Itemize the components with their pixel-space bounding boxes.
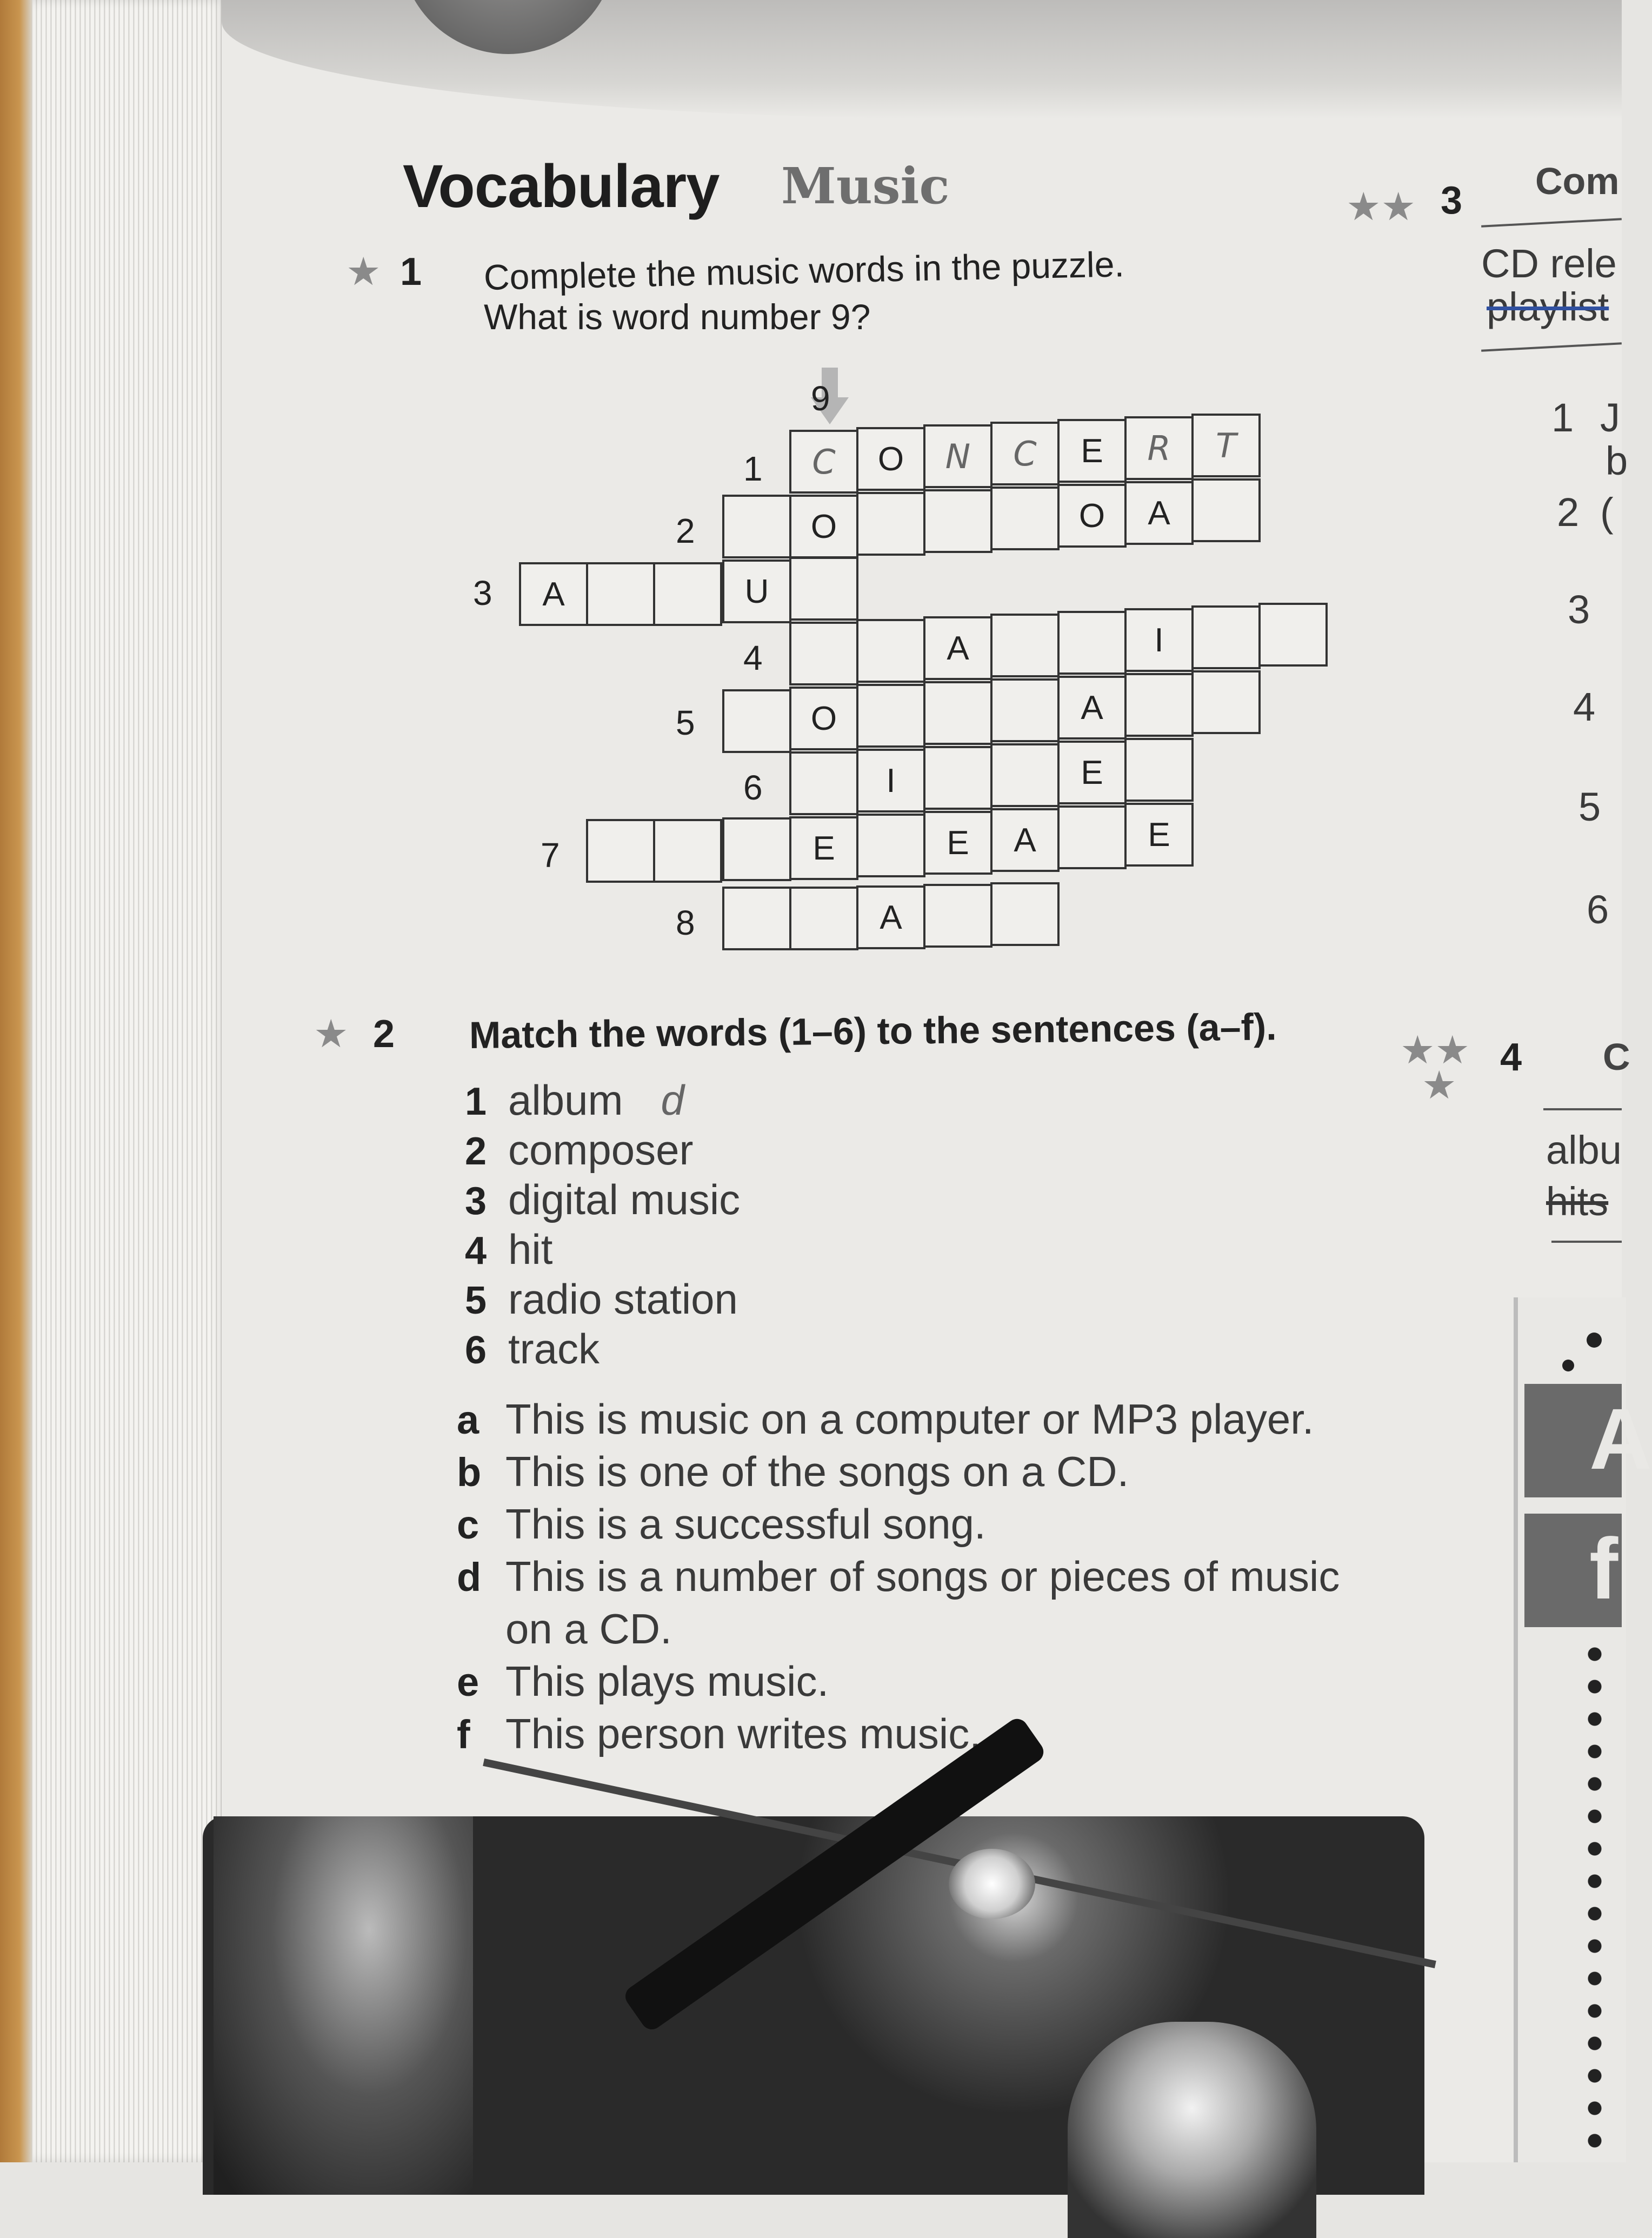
exercise-number: 1 [400,250,422,294]
page-subtitle: Music [781,157,950,215]
crossword-cell[interactable]: E [1057,741,1127,804]
crossword-cell[interactable]: O [856,427,925,491]
crossword-cell[interactable] [990,678,1060,742]
crossword-cell[interactable] [990,882,1060,946]
crossword-cell[interactable]: A [856,885,925,949]
crossword-cell[interactable]: R [1124,416,1194,480]
item-number: 6 [1587,887,1609,932]
word-box-text: hits [1546,1179,1609,1224]
crossword-cell[interactable]: C [789,430,858,494]
crossword-cell[interactable]: O [1057,484,1127,548]
item-number: 5 [1578,784,1601,829]
list-item: b This is one of the songs on a CD. [457,1448,1129,1495]
clue-number: 7 [541,836,560,875]
clue-number: 2 [676,511,695,550]
list-item: 5 radio station [465,1275,738,1323]
word-box-text: playlist [1487,284,1609,329]
sentence-list [457,1395,1340,1762]
exercise-number: 4 [1500,1036,1522,1079]
list-item-continuation: on a CD. [505,1605,672,1653]
book-spine [0,0,32,2162]
list-item: 3 digital music [465,1176,741,1223]
crossword-cell[interactable] [923,884,992,948]
crossword-cell[interactable] [1057,805,1127,869]
crossword-cell[interactable] [856,684,925,748]
crossword-cell[interactable] [1191,605,1261,669]
exercise-question: What is word number 9? [484,297,871,337]
exercise-number: 2 [373,1013,395,1056]
crossword-cell[interactable] [722,887,791,950]
crossword-cell[interactable]: I [856,749,925,812]
crossword-cell[interactable]: E [1057,419,1127,483]
crossword-cell[interactable] [586,819,655,883]
difficulty-star-icon: ★ [314,1013,349,1056]
crossword-cell[interactable] [1124,738,1194,802]
crossword-cell[interactable] [789,622,858,685]
crossword-cell[interactable] [1191,478,1261,542]
difficulty-star-icon: ★★ [1346,185,1416,229]
word-box-rule [1543,1108,1622,1110]
crossword-cell[interactable]: C [990,422,1060,485]
list-item: a This is music on a computer or MP3 player. [457,1395,1314,1443]
crossword-cell[interactable] [722,817,791,881]
list-item: f This person writes music. [457,1710,981,1757]
list-item: 1 album d [465,1076,684,1124]
item-fragment: J [1600,395,1620,440]
crossword-cell[interactable]: E [789,816,858,880]
crossword-cell[interactable] [1191,670,1261,734]
item-number: 2 [1557,490,1580,535]
crossword-cell[interactable] [789,751,858,815]
crossword-cell[interactable]: I [1124,608,1194,672]
exercise-instruction: C [1603,1036,1630,1078]
item-number: 1 [1551,395,1574,440]
side-tab: A [1524,1384,1622,1497]
exercise-instruction: Match the words (1–6) to the sentences (a–f). [469,1005,1277,1056]
list-item: 4 hit [465,1225,553,1273]
crossword-cell[interactable]: A [923,616,992,680]
crossword-cell[interactable]: N [923,424,992,488]
dotted-border [1587,1638,1603,2152]
crossword-cell[interactable]: U [722,560,791,623]
crossword-cell[interactable] [789,887,858,950]
clue-number: 3 [473,574,492,612]
crossword-cell[interactable] [653,819,722,883]
word-box-text: albu [1546,1128,1622,1173]
page-edges [32,0,227,2162]
crossword-cell[interactable]: E [923,811,992,875]
word-list [465,1076,740,1374]
crossword-cell[interactable] [722,689,791,753]
crossword-cell[interactable] [990,743,1060,807]
clue-number: 5 [676,703,695,742]
clue-number: 8 [676,903,695,942]
crossword-cell[interactable]: T [1191,414,1261,477]
handwritten-answer[interactable]: d [661,1076,684,1124]
crossword-cell[interactable] [923,681,992,745]
clue-number: 9 [811,379,830,418]
item-fragment: b [1606,438,1628,483]
difficulty-star-icon: ★ [346,250,381,294]
list-item: e This plays music. [457,1657,829,1705]
singer-figure [1068,2022,1316,2238]
crossword-cell[interactable]: E [1124,803,1194,867]
crossword-cell[interactable]: A [990,808,1060,872]
crossword-cell[interactable] [923,489,992,553]
crossword-cell[interactable] [1057,611,1127,675]
clue-number: 4 [743,638,763,677]
crossword-cell[interactable] [586,562,655,626]
difficulty-star-icon: ★ [1422,1064,1457,1107]
page-title: Vocabulary [403,152,720,220]
crossword-cell[interactable] [789,557,858,621]
side-tab: f [1524,1514,1622,1627]
crossword-cell[interactable]: A [519,562,588,626]
exercise-instruction: Complete the music words in the puzzle. [483,244,1125,297]
crossword-cell[interactable] [856,619,925,683]
crossword-cell[interactable] [990,614,1060,677]
crossword-cell[interactable]: A [1057,676,1127,740]
crossword-cell[interactable]: O [789,495,858,558]
decorative-dot [1587,1333,1602,1348]
list-item: 6 track [465,1325,600,1373]
decorative-dot [1562,1360,1574,1371]
crossword-cell[interactable] [722,495,791,558]
exercise-number: 3 [1441,179,1463,222]
clue-number: 6 [743,768,763,807]
stage-light [949,1849,1035,1919]
list-item: 2 composer [465,1126,694,1174]
word-box-rule [1551,1241,1622,1243]
word-box-text: CD rele [1481,241,1617,286]
clue-number: 1 [743,449,763,488]
crossword-cell[interactable] [1124,673,1194,737]
concert-photo [203,1816,1424,2195]
item-number: 4 [1573,684,1596,729]
crossword-cell[interactable] [923,746,992,810]
exercise-instruction: Com [1535,160,1620,202]
crossword-cell[interactable] [653,562,722,626]
crossword-cell[interactable]: O [789,687,858,750]
crossword-cell[interactable] [990,487,1060,550]
crossword-cell[interactable] [856,492,925,556]
crossword-cell[interactable] [856,814,925,877]
item-number: 3 [1568,587,1590,632]
item-fragment: ( [1600,490,1614,535]
guitarist-figure [214,1816,473,2195]
list-item: c This is a successful song. [457,1500,986,1548]
crossword-cell[interactable]: A [1124,481,1194,545]
difficulty-star-icon: ★★ [1400,1029,1470,1072]
list-item: d This is a number of songs or pieces of music [457,1553,1340,1600]
